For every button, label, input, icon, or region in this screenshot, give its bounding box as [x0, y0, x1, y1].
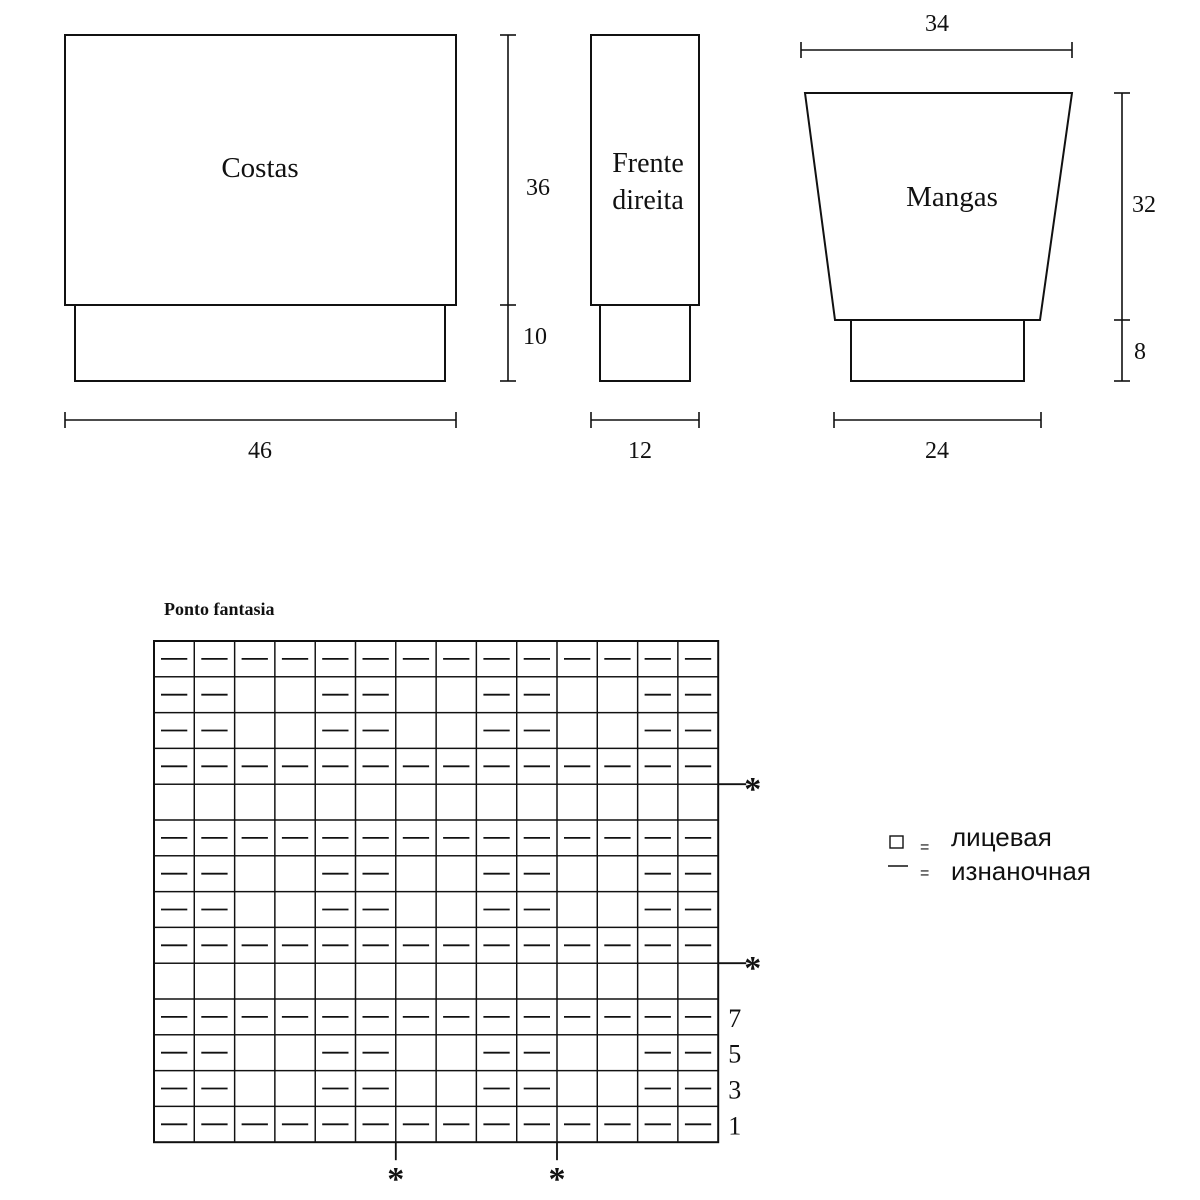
repeat-marker-asterisk: * — [744, 950, 762, 988]
chart-cell-knit — [557, 784, 597, 820]
chart-cell-knit — [557, 713, 597, 749]
chart-cell-knit — [275, 713, 315, 749]
repeat-marker-asterisk: * — [387, 1161, 405, 1199]
chart-cell-knit — [436, 677, 476, 713]
front-rib — [600, 305, 690, 381]
chart-cell-knit — [396, 677, 436, 713]
repeat-marker-asterisk: * — [744, 771, 762, 809]
chart-cell-knit — [517, 784, 557, 820]
chart-cell-knit — [476, 784, 516, 820]
chart-cell-knit — [436, 713, 476, 749]
chart-cell-knit — [678, 784, 718, 820]
back-rib — [75, 305, 445, 381]
sleeve-rib — [851, 320, 1024, 381]
chart-cell-knit — [194, 784, 234, 820]
chart-cell-knit — [436, 1035, 476, 1071]
chart-cell-knit — [638, 784, 678, 820]
back-piece — [65, 35, 456, 464]
chart-cell-knit — [235, 856, 275, 892]
chart-cell-knit — [235, 1035, 275, 1071]
front-label-line2: direita — [612, 185, 684, 216]
chart-cell-knit — [396, 713, 436, 749]
chart-cell-knit — [235, 1071, 275, 1107]
chart-cell-knit — [275, 1071, 315, 1107]
chart-cell-knit — [275, 677, 315, 713]
chart-cell-knit — [315, 784, 355, 820]
chart-cell-knit — [436, 892, 476, 928]
chart-cell-knit — [235, 677, 275, 713]
chart-cell-knit — [436, 1071, 476, 1107]
legend-purl-label: изнаночная — [951, 856, 1091, 886]
row-number-label: 5 — [728, 1039, 742, 1069]
sleeve-top-width-label: 34 — [925, 11, 949, 37]
chart-cell-knit — [557, 677, 597, 713]
chart-cell-knit — [638, 963, 678, 999]
row-number-label: 7 — [728, 1003, 742, 1033]
back-body-height-label: 36 — [526, 175, 550, 201]
legend-knit-label: лицевая — [951, 822, 1052, 852]
sleeve-piece — [801, 11, 1156, 464]
chart-cell-knit — [678, 963, 718, 999]
sleeve-bottom-width-label: 24 — [925, 438, 949, 464]
chart-cell-knit — [275, 784, 315, 820]
back-height-dimension — [500, 35, 550, 381]
chart-cell-knit — [396, 1035, 436, 1071]
chart-cell-knit — [396, 892, 436, 928]
sleeve-label: Mangas — [906, 181, 998, 213]
chart-cell-knit — [396, 856, 436, 892]
back-label: Costas — [221, 152, 299, 184]
back-width-label: 46 — [248, 438, 272, 464]
legend-knit-equals: = — [920, 839, 930, 856]
front-piece — [591, 35, 699, 464]
chart-cell-knit — [396, 963, 436, 999]
chart-cell-knit — [436, 963, 476, 999]
row-number-label: 3 — [728, 1075, 742, 1105]
chart-cell-knit — [275, 1035, 315, 1071]
chart-cell-knit — [396, 1071, 436, 1107]
legend-knit-square-icon — [890, 836, 903, 848]
back-rib-height-label: 10 — [523, 324, 547, 350]
chart-title: Ponto fantasia — [164, 599, 275, 619]
chart-cell-knit — [557, 892, 597, 928]
chart-cell-knit — [557, 1035, 597, 1071]
chart-cell-knit — [557, 963, 597, 999]
chart-cell-knit — [235, 784, 275, 820]
repeat-marker-asterisk: * — [548, 1161, 566, 1199]
legend-purl-equals: = — [920, 865, 930, 882]
row-number-label: 1 — [728, 1111, 742, 1141]
chart-cell-knit — [557, 1071, 597, 1107]
chart-cell-knit — [597, 856, 637, 892]
chart-cell-knit — [597, 677, 637, 713]
chart-cell-knit — [476, 963, 516, 999]
chart-cell-knit — [235, 713, 275, 749]
front-label-line1: Frente — [612, 148, 684, 179]
chart-cell-knit — [396, 784, 436, 820]
chart-cell-knit — [436, 784, 476, 820]
stitch-chart — [154, 641, 761, 1198]
chart-cell-knit — [235, 963, 275, 999]
chart-cell-knit — [154, 784, 194, 820]
chart-cell-knit — [597, 1035, 637, 1071]
front-width-label: 12 — [628, 438, 652, 464]
chart-cell-knit — [356, 963, 396, 999]
chart-cell-knit — [557, 856, 597, 892]
chart-cell-knit — [154, 963, 194, 999]
chart-cell-knit — [597, 963, 637, 999]
chart-cell-knit — [275, 892, 315, 928]
chart-cell-knit — [275, 963, 315, 999]
sleeve-body-height-label: 32 — [1132, 192, 1156, 218]
sleeve-rib-height-label: 8 — [1134, 339, 1146, 365]
chart-cell-knit — [597, 1071, 637, 1107]
chart-cell-knit — [356, 784, 396, 820]
chart-cell-knit — [597, 784, 637, 820]
legend — [888, 822, 1091, 886]
chart-cell-knit — [597, 892, 637, 928]
chart-cell-knit — [597, 713, 637, 749]
chart-cell-knit — [194, 963, 234, 999]
chart-cell-knit — [275, 856, 315, 892]
chart-cell-knit — [315, 963, 355, 999]
chart-cell-knit — [235, 892, 275, 928]
chart-cell-knit — [436, 856, 476, 892]
chart-cell-knit — [517, 963, 557, 999]
